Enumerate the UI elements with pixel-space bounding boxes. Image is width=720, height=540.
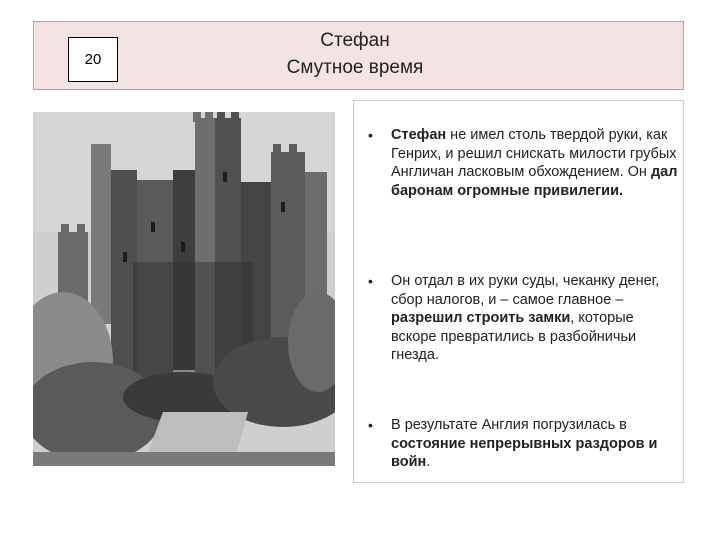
title-line-1: Стефан (320, 30, 390, 51)
bullet-item (362, 272, 678, 365)
page-title (230, 27, 480, 81)
castle-photo (33, 112, 335, 466)
text-panel (353, 100, 684, 483)
bullet-text: . (426, 454, 431, 470)
bullet-text: Он отдал в их руки суды, чеканку денег, сбор налогов, и – самое главное – (391, 273, 660, 308)
bullet-text: В результате Англия погрузилась в (391, 417, 627, 433)
bullet-emphasis: состояние непрерывных раздоров и войн (391, 435, 658, 470)
bullet-item (362, 126, 678, 200)
bullet-text: , которые вскоре превратились в разбойничьи гнезда. (391, 310, 637, 363)
bullet-marker: • (368, 273, 373, 289)
bullet-marker: • (368, 417, 373, 433)
bullet-text: не имел столь твердой руки, как Генрих, и решил снискать милости грубых Англичан ласковым обхождением. Он (391, 127, 677, 180)
castle-photo-illustration (33, 112, 335, 466)
bullet-marker: • (368, 127, 373, 143)
bullet-emphasis: разрешил строить замки (391, 310, 571, 326)
bullet-emphasis: Стефан (391, 127, 447, 143)
slide-number: 20 (84, 51, 102, 68)
bullet-emphasis: дал баронам огромные привилегии. (391, 164, 678, 199)
title-line-2: Смутное время (286, 57, 424, 78)
slide-number-box (68, 37, 118, 82)
bullet-item (362, 416, 678, 472)
